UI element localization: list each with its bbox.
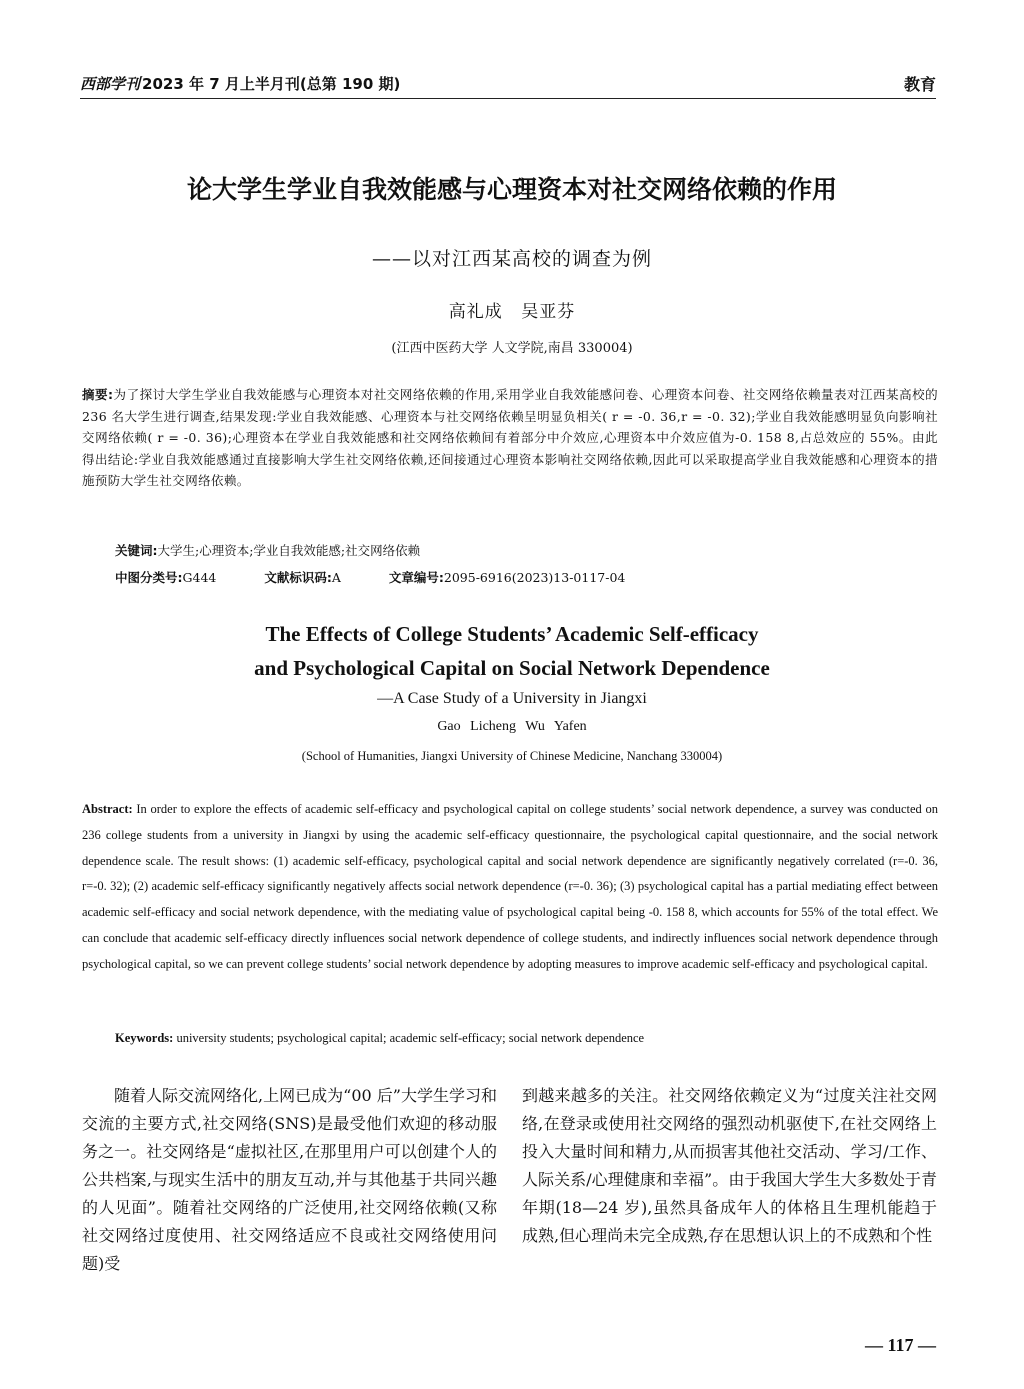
english-title-line2: and Psychological Capital on Social Network Dependence: [254, 656, 770, 680]
chinese-keywords: [115, 541, 420, 559]
clc-label: 中图分类号:: [115, 570, 183, 585]
page-number: — 117 —: [864, 1335, 936, 1355]
chinese-abstract: [82, 384, 938, 492]
body-column-left: 随着人际交流网络化,上网已成为“00 后”大学生学习和交流的主要方式,社交网络(SNS)是最受他们欢迎的移动服务之一。社交网络是“虚拟社区,在那里用户可以创建个人的公共档案,与现实生活中的朋友互动,并与其他基于共同兴趣的人见面”。随着社交网络的广泛使用,社交网络依赖(又称社交网络过度使用、社交网络适应不良或社交网络使用问题)受: [82, 1086, 497, 1273]
chinese-authors: 高礼成 吴亚芬: [448, 302, 576, 322]
english-subtitle: —A Case Study of a University in Jiangxi: [377, 690, 647, 707]
abstract-label-en: Abstract:: [82, 802, 133, 816]
journal-issue: [80, 73, 400, 94]
section-name: 教育: [903, 75, 936, 94]
doc-code-label: 文献标识码:: [264, 570, 332, 585]
chinese-subtitle: ——以对江西某高校的调查为例: [371, 248, 652, 270]
english-abstract: [82, 797, 938, 978]
english-authors: Gao Licheng Wu Yafen: [437, 719, 587, 734]
keywords-label-zh: 关键词:: [115, 543, 158, 558]
clc-value: G444: [182, 570, 217, 585]
article-no-value: 2095-6916(2023)13-0117-04: [443, 570, 626, 585]
chinese-affiliation: (江西中医药大学 人文学院,南昌 330004): [391, 341, 633, 356]
keywords-text-en: university students; psychological capital; academic self-efficacy; social network dependence: [176, 1031, 645, 1045]
classification-line: [115, 568, 625, 586]
abstract-label-zh: 摘要:: [82, 387, 114, 402]
running-header: [80, 70, 936, 99]
english-affiliation: (School of Humanities, Jiangxi University of Chinese Medicine, Nanchang 330004): [301, 749, 723, 763]
doc-code-value: A: [331, 570, 341, 585]
keywords-text-zh: 大学生;心理资本;学业自我效能感;社交网络依赖: [157, 543, 421, 558]
keywords-label-en: Keywords:: [115, 1031, 174, 1045]
abstract-text-en: In order to explore the effects of academic self-efficacy and psychological capital on college students’ social network dependence, a survey was conducted on 236 college students from a university in Jiangxi by using the academic self-efficacy questionnaire, the psychological capital questionnaire, and the social network dependence scale. The result shows: (1) academic self-efficacy, psychological capital and social network dependence are significantly negatively correlated (r=-0. 36, r=-0. 32); (2) academic self-efficacy significantly negatively affects social network dependence (r=-0. 36); (3) psychological capital has a partial mediating effect between academic self-efficacy and social network dependence, with the mediating value of psychological capital being -0. 158 8, which accounts for 55% of the total effect. We can conclude that academic self-efficacy directly influences social network dependence of college students, and indirectly influences social network dependence through psychological capital, so we can prevent college students’ social network dependence by adopting measures to improve academic self-efficacy and psychological capital.: [82, 802, 938, 971]
article-no-label: 文章编号:: [388, 570, 444, 585]
abstract-text-zh: 为了探讨大学生学业自我效能感与心理资本对社交网络依赖的作用,采用学业自我效能感问卷、心理资本问卷、社交网络依赖量表对江西某高校的 236 名大学生进行调查,结果发现:学业自我效能感、心理资本与社交网络依赖呈明显负相关( r = -0. 36,r = -0. 32);学业自我效能感明显负向影响社交网络依赖( r = -0. 36);心理资本在学业自我效能感和社交网络依赖间有着部分中介效应,心理资本中介效应值为-0. 158 8,占总效应的 55%。由此得出结论:学业自我效能感通过直接影响大学生社交网络依赖,还间接通过心理资本影响社交网络依赖,因此可以采取提高学业自我效能感和心理资本的措施预防大学生社交网络依赖。: [82, 387, 938, 489]
journal-logo: 西部学刊: [80, 75, 141, 93]
english-title-line1: The Effects of College Students’ Academic Self-efficacy: [265, 622, 759, 646]
issue-info: 2023 年 7 月上半月刊(总第 190 期): [142, 75, 401, 93]
english-keywords: [115, 1031, 644, 1046]
chinese-title: 论大学生学业自我效能感与心理资本对社交网络依赖的作用: [186, 175, 837, 204]
body-column-right: 到越来越多的关注。社交网络依赖定义为“过度关注社交网络,在登录或使用社交网络的强烈动机驱使下,在社交网络上投入大量时间和精力,从而损害其他社交活动、学习/工作、人际关系/心理健康和幸福”。由于我国大学生大多数处于青年期(18—24 岁),虽然具备成年人的体格且生理机能趋于成熟,但心理尚未完全成熟,存在思想认识上的不成熟和个性: [522, 1086, 937, 1245]
